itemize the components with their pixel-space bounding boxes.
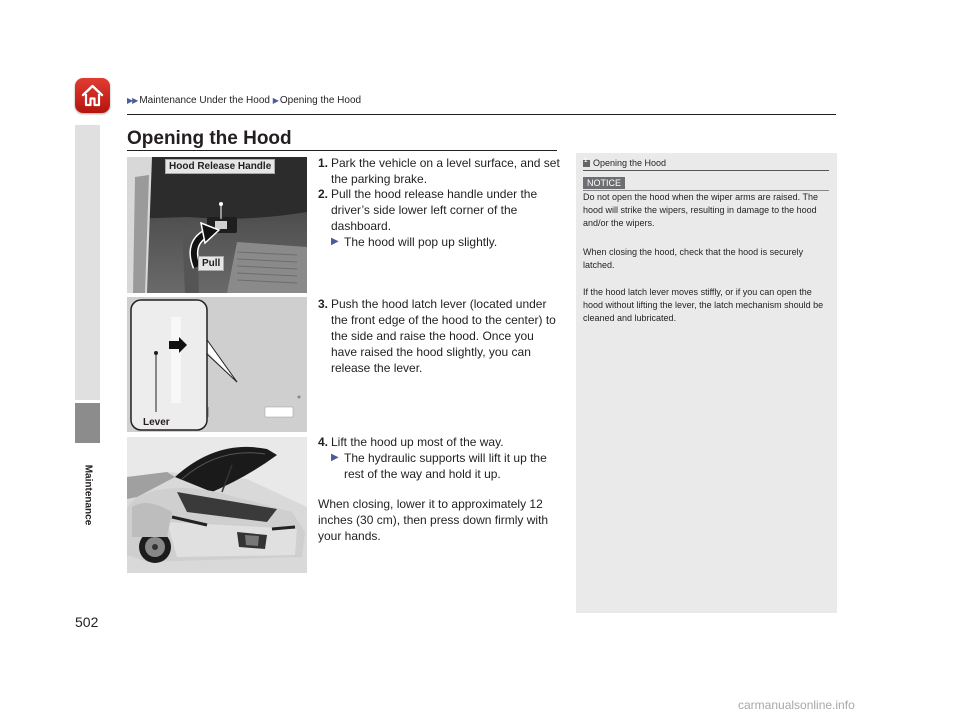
note-paragraph-2: If the hood latch lever moves stiffly, or if you can open the hood without lifting the lever, the latch mechanism should be cleaned and lubricated.: [583, 287, 824, 323]
title-divider: [127, 150, 557, 151]
step-1: 1. Park the vehicle on a level surface, and set the parking brake.: [318, 156, 560, 186]
breadcrumb-arrow-icon: ▶: [272, 96, 278, 105]
chapter-tab-label: Maintenance: [82, 464, 94, 526]
result-arrow-icon: ▶: [331, 452, 339, 463]
page-number: 502: [75, 614, 99, 630]
callout-lever: Lever: [143, 417, 170, 428]
step-2: 2. Pull the hood release handle under the driver’s side lower left corner of the dashboard. ▶ The hood will pop up slightly.: [318, 187, 538, 249]
chapter-tab-marker[interactable]: [75, 403, 100, 443]
notice-badge: NOTICE: [583, 177, 625, 189]
callout-pull: Pull: [198, 256, 224, 271]
step-3: 3. Push the hood latch lever (located under the front edge of the hood to the center) to the side and raise the hood. Once you have raised the hood slightly, you can release the lever.: [318, 297, 556, 375]
figure-hood-release-handle: [127, 157, 307, 293]
header-divider: [127, 114, 836, 115]
step-4: 4. Lift the hood up most of the way. ▶ The hydraulic supports will lift it up the rest of the way and hold it up.: [318, 435, 547, 481]
breadcrumb-current: Opening the Hood: [279, 95, 362, 106]
breadcrumb: [127, 95, 361, 106]
note-paragraph-1: When closing the hood, check that the hood is securely latched.: [583, 247, 804, 270]
chapter-tab-track: [75, 125, 100, 400]
watermark: carmanualsonline.info: [738, 698, 855, 712]
home-button[interactable]: [75, 78, 110, 113]
latch-illustration: [127, 297, 307, 432]
figure-hood-latch-lever: [127, 297, 307, 432]
note-marker-icon: 1: [583, 160, 590, 167]
figure-open-hood: [127, 437, 307, 573]
result-arrow-icon: ▶: [331, 236, 339, 247]
callout-hood-release-handle: Hood Release Handle: [165, 159, 275, 174]
note-heading: 1 Opening the Hood: [584, 157, 667, 168]
closing-paragraph: When closing, lower it to approximately 12 inches (30 cm), then press down firmly with your hands.: [318, 497, 549, 543]
page-title: Opening the Hood: [127, 128, 292, 149]
home-icon: [80, 83, 105, 108]
breadcrumb-arrow-icon: ▶▶: [127, 96, 138, 105]
breadcrumb-link-section[interactable]: Maintenance Under the Hood: [139, 95, 270, 106]
notice-text: Do not open the hood when the wiper arms are raised. The hood will strike the wipers, resulting in damage to the hood and/or the wipers.: [583, 192, 818, 228]
note-divider: [583, 170, 829, 171]
car-illustration: [127, 437, 307, 573]
dashboard-illustration: [127, 157, 307, 293]
